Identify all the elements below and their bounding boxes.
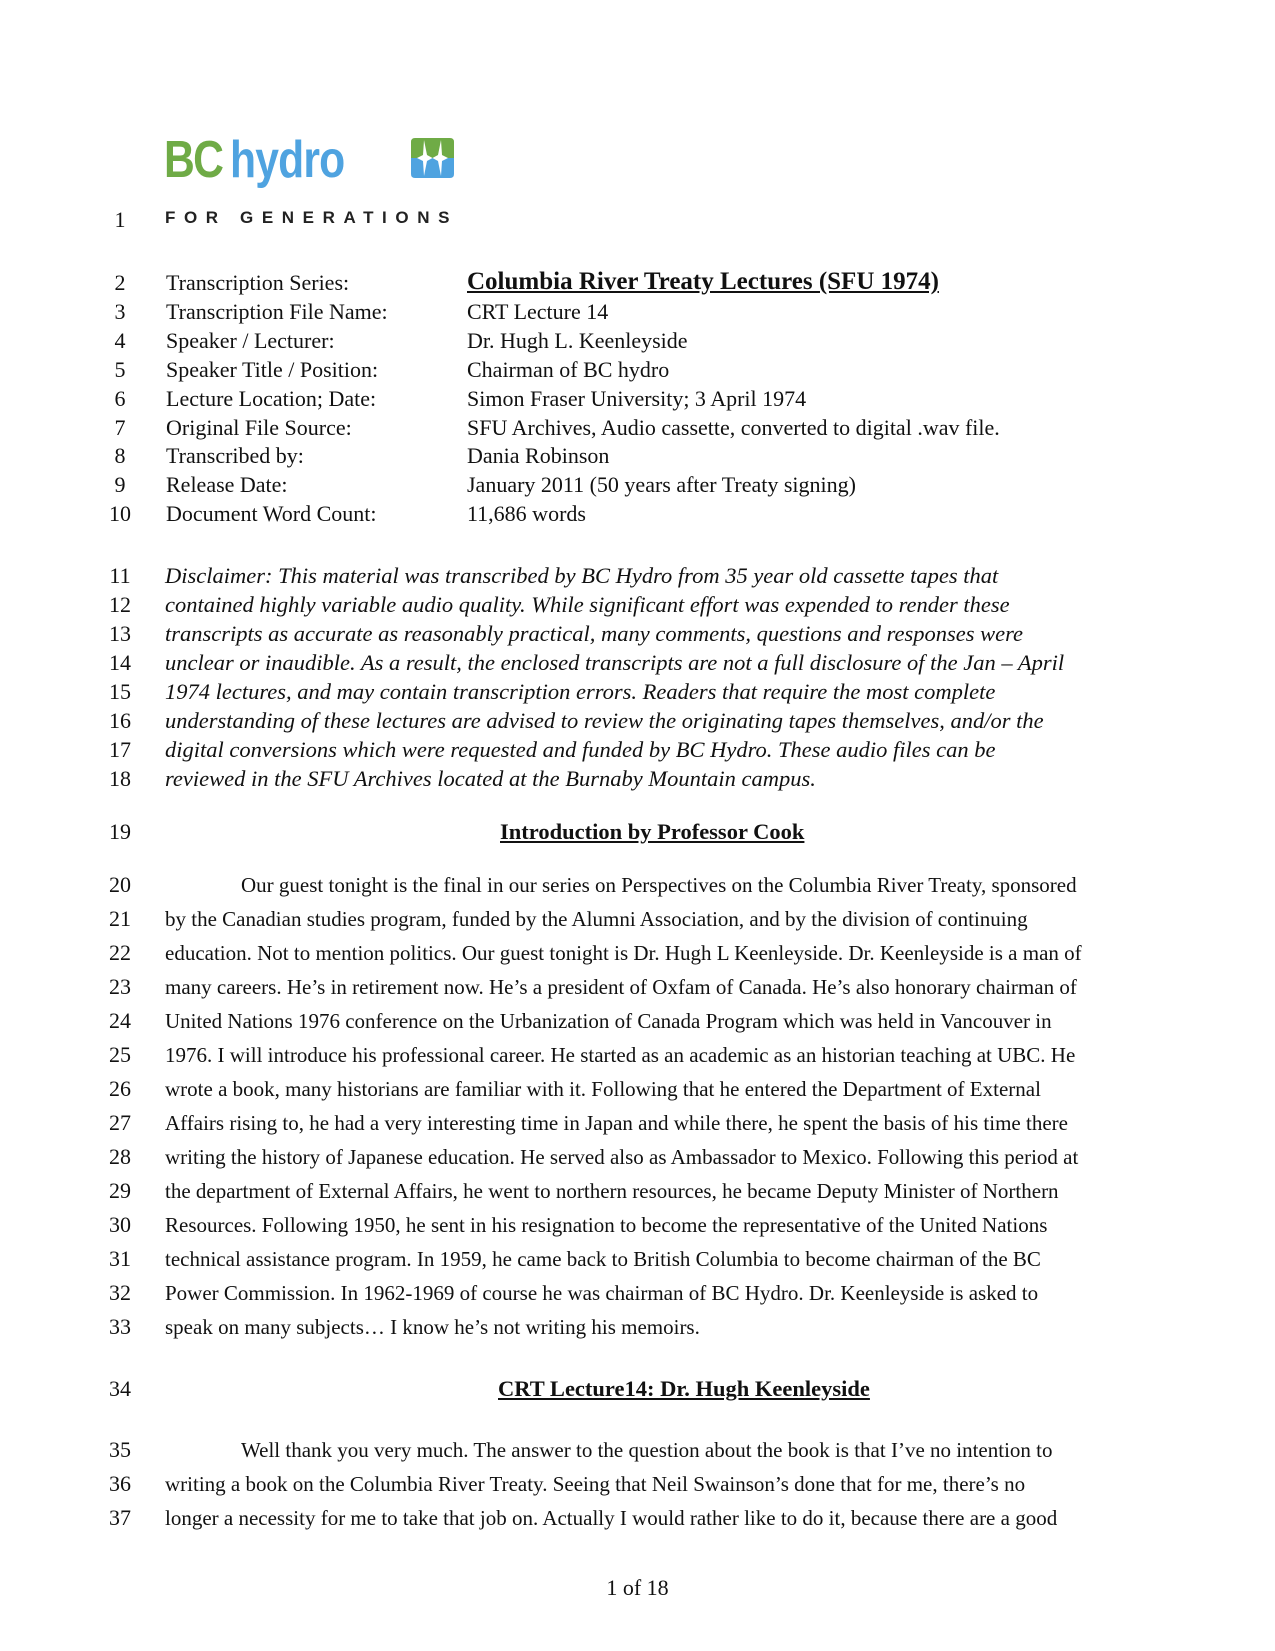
paragraph-line: Power Commission. In 1962-1969 of course he was chairman of BC Hydro. Dr. Keenleyside is asked to — [165, 1281, 1039, 1305]
line-number: 5 — [114, 357, 126, 382]
metadata-value: Simon Fraser University; 3 April 1974 — [467, 386, 807, 411]
series-title: Columbia River Treaty Lectures (SFU 1974) — [467, 268, 939, 295]
line-number: 26 — [109, 1076, 131, 1101]
paragraph-line: many careers. He’s in retirement now. He’s a president of Oxfam of Canada. He’s also honorary chairman of — [165, 975, 1077, 999]
line-number: 15 — [109, 679, 131, 704]
line-number: 11 — [109, 563, 131, 588]
line-number: 16 — [109, 708, 131, 733]
line-number: 3 — [114, 299, 126, 324]
metadata-label: Release Date: — [166, 472, 288, 497]
metadata-value: Chairman of BC hydro — [467, 357, 670, 382]
line-number: 8 — [114, 443, 126, 468]
line-number: 10 — [109, 501, 131, 526]
line-number: 25 — [109, 1042, 131, 1067]
metadata-label: Transcription File Name: — [166, 299, 388, 324]
paragraph-line: education. Not to mention politics. Our guest tonight is Dr. Hugh L Keenleyside. Dr. Keenleyside is a man of — [165, 941, 1082, 965]
disclaimer-line: understanding of these lectures are advised to review the originating tapes themselves, and/or the — [165, 708, 1044, 733]
paragraph-line: longer a necessity for me to take that job on. Actually I would rather like to do it, because there are a good — [165, 1506, 1058, 1530]
disclaimer-line: contained highly variable audio quality. While significant effort was expended to render these — [165, 592, 1010, 617]
line-number: 9 — [114, 472, 126, 497]
line-number: 7 — [114, 415, 126, 440]
page-indicator: 1 of 18 — [606, 1575, 669, 1600]
line-number: 14 — [109, 650, 131, 675]
disclaimer-line: transcripts as accurate as reasonably practical, many comments, questions and responses were — [165, 621, 1024, 646]
line-number: 28 — [109, 1144, 131, 1169]
line-number: 18 — [109, 766, 131, 791]
metadata-label: Lecture Location; Date: — [166, 386, 377, 411]
line-number: 33 — [109, 1314, 131, 1339]
paragraph-line: the department of External Affairs, he went to northern resources, he became Deputy Minister of Northern — [165, 1179, 1059, 1203]
line-number: 23 — [109, 974, 131, 999]
metadata-value: 11,686 words — [467, 501, 586, 526]
line-number: 35 — [109, 1437, 131, 1462]
disclaimer-line: 1974 lectures, and may contain transcription errors. Readers that require the most complete — [165, 679, 996, 704]
metadata-label: Document Word Count: — [166, 501, 377, 526]
metadata-value: SFU Archives, Audio cassette, converted to digital .wav file. — [467, 415, 1000, 440]
metadata-label: Original File Source: — [166, 415, 352, 440]
line-number: 17 — [109, 737, 131, 762]
line-number: 37 — [109, 1505, 131, 1530]
paragraph-line: writing the history of Japanese education. He served also as Ambassador to Mexico. Following this period at — [165, 1145, 1079, 1169]
line-number: 22 — [109, 940, 131, 965]
bc-hydro-emblem-icon — [411, 138, 454, 178]
section-heading: Introduction by Professor Cook — [500, 819, 805, 844]
metadata-value: Dania Robinson — [467, 443, 610, 468]
line-number: 32 — [109, 1280, 131, 1305]
line-number: 24 — [109, 1008, 131, 1033]
paragraph-line: 1976. I will introduce his professional career. He started as an academic as an historian teaching at UBC. He — [165, 1043, 1076, 1067]
line-number: 4 — [114, 328, 126, 353]
line-number: 1 — [114, 207, 126, 232]
line-number: 31 — [109, 1246, 131, 1271]
logo-tagline: FOR GENERATIONS — [165, 208, 459, 227]
line-number: 21 — [109, 906, 131, 931]
paragraph-line: wrote a book, many historians are familiar with it. Following that he entered the Department of External — [165, 1077, 1041, 1101]
paragraph-line: technical assistance program. In 1959, he came back to British Columbia to become chairman of the BC — [165, 1247, 1041, 1271]
paragraph-line: by the Canadian studies program, funded by the Alumni Association, and by the division of continuing — [165, 907, 1028, 931]
disclaimer-line: unclear or inaudible. As a result, the enclosed transcripts are not a full disclosure of the Jan – April — [165, 650, 1065, 675]
section-heading: CRT Lecture14: Dr. Hugh Keenleyside — [498, 1376, 870, 1401]
metadata-value: Dr. Hugh L. Keenleyside — [467, 328, 688, 353]
metadata-label: Speaker / Lecturer: — [166, 328, 335, 353]
line-number: 13 — [109, 621, 131, 646]
line-number: 19 — [109, 819, 131, 844]
line-number: 30 — [109, 1212, 131, 1237]
paragraph-line: Well thank you very much. The answer to the question about the book is that I’ve no intention to — [241, 1438, 1053, 1462]
metadata-label: Transcribed by: — [166, 443, 304, 468]
paragraph-line: Resources. Following 1950, he sent in his resignation to become the representative of the United Nations — [165, 1213, 1048, 1237]
paragraph-line: United Nations 1976 conference on the Urbanization of Canada Program which was held in Vancouver in — [165, 1009, 1052, 1033]
line-number: 2 — [114, 270, 126, 295]
metadata-value: January 2011 (50 years after Treaty signing) — [467, 472, 856, 497]
disclaimer-line: digital conversions which were requested and funded by BC Hydro. These audio files can be — [165, 737, 996, 762]
paragraph-line: Our guest tonight is the final in our series on Perspectives on the Columbia River Treaty, sponsored — [241, 873, 1077, 897]
line-number: 27 — [109, 1110, 131, 1135]
paragraph-line: speak on many subjects… I know he’s not writing his memoirs. — [165, 1315, 700, 1339]
paragraph-line: writing a book on the Columbia River Treaty. Seeing that Neil Swainson’s done that for me, there’s no — [165, 1472, 1026, 1496]
metadata-value: CRT Lecture 14 — [467, 299, 609, 324]
disclaimer-line: Disclaimer: This material was transcribed by BC Hydro from 35 year old cassette tapes that — [165, 563, 999, 588]
logo-bc-text: BC — [164, 131, 223, 189]
line-number: 36 — [109, 1471, 131, 1496]
line-number: 29 — [109, 1178, 131, 1203]
disclaimer-line: reviewed in the SFU Archives located at the Burnaby Mountain campus. — [165, 766, 816, 791]
line-number: 34 — [109, 1376, 131, 1401]
paragraph-line: Affairs rising to, he had a very interesting time in Japan and while there, he spent the basis of his time there — [165, 1111, 1068, 1135]
metadata-label: Transcription Series: — [166, 270, 350, 295]
bc-hydro-logo — [164, 130, 464, 196]
line-number: 20 — [109, 872, 131, 897]
logo-hydro-text: hydro — [230, 131, 345, 189]
metadata-label: Speaker Title / Position: — [166, 357, 379, 382]
line-number: 12 — [109, 592, 131, 617]
line-number: 6 — [114, 386, 126, 411]
